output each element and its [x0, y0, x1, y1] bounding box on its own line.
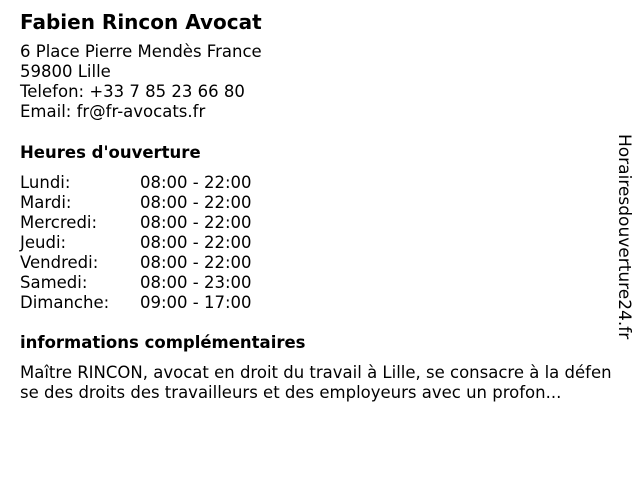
info-title: informations complémentaires — [20, 333, 306, 352]
hours-row-tuesday — [20, 193, 610, 213]
time-range: 08:00 - 23:00 — [140, 273, 252, 292]
day-label: Lundi: — [20, 173, 71, 192]
day-label: Samedi: — [20, 273, 88, 292]
hours-row-sunday — [20, 293, 610, 313]
time-range: 08:00 - 22:00 — [140, 173, 252, 192]
day-label: Mardi: — [20, 193, 72, 212]
site-watermark: Horairesdouverture24.fr — [614, 134, 634, 340]
day-label: Dimanche: — [20, 293, 110, 312]
day-label: Mercredi: — [20, 213, 98, 232]
info-description: Maître RINCON, avocat en droit du travail à Lille, se consacre à la défense des droits des travailleurs et des employeurs avec un profon... — [20, 363, 612, 402]
time-range: 08:00 - 22:00 — [140, 253, 252, 272]
email-address: Email: fr@fr-avocats.fr — [20, 102, 206, 121]
day-label: Jeudi: — [20, 233, 67, 252]
phone-number: Telefon: +33 7 85 23 66 80 — [20, 82, 245, 101]
hours-row-saturday — [20, 273, 610, 293]
time-range: 09:00 - 17:00 — [140, 293, 252, 312]
address-city: 59800 Lille — [20, 62, 111, 81]
time-range: 08:00 - 22:00 — [140, 213, 252, 232]
time-range: 08:00 - 22:00 — [140, 233, 252, 252]
hours-table — [20, 173, 610, 313]
hours-title: Heures d'ouverture — [20, 143, 201, 162]
business-card — [20, 10, 610, 403]
day-label: Vendredi: — [20, 253, 99, 272]
business-name: Fabien Rincon Avocat — [20, 10, 262, 34]
address-street: 6 Place Pierre Mendès France — [20, 42, 262, 61]
hours-row-thursday — [20, 233, 610, 253]
hours-row-friday — [20, 253, 610, 273]
hours-row-monday — [20, 173, 610, 193]
hours-row-wednesday — [20, 213, 610, 233]
time-range: 08:00 - 22:00 — [140, 193, 252, 212]
